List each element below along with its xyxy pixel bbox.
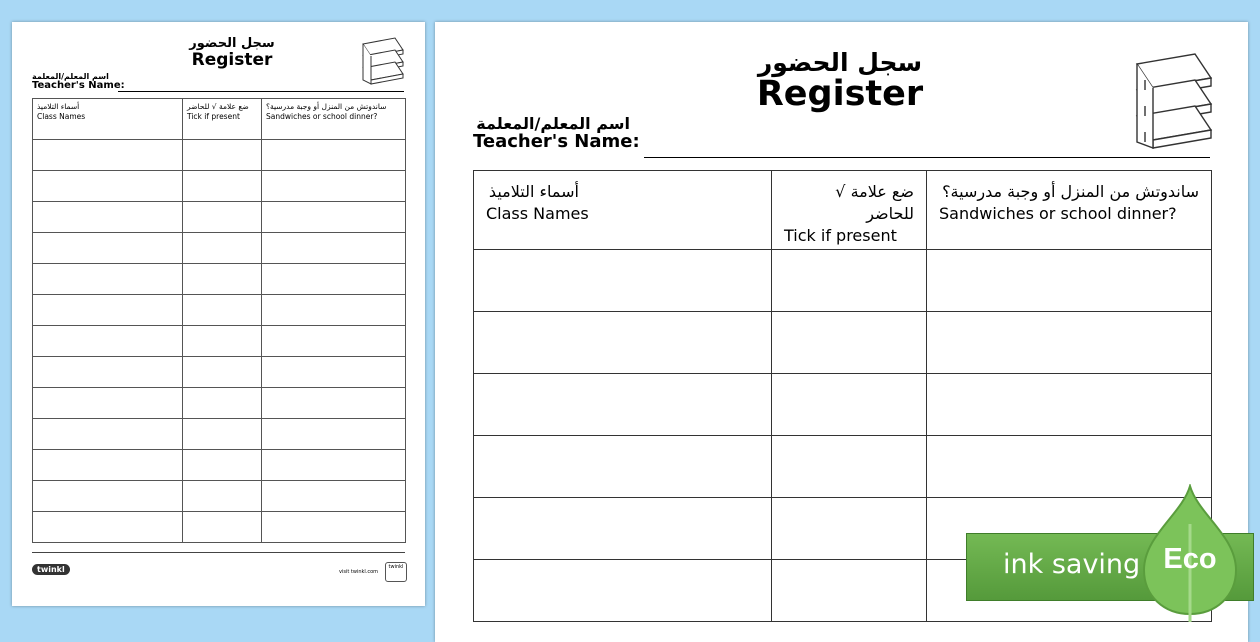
teacher-name-line[interactable] [644,157,1210,158]
teacher-label-english: Teacher's Name: [32,80,125,91]
books-stack-icon [1125,50,1221,158]
column-header-dinner: ساندوتش من المنزل أو وجبة مدرسية؟ Sandwiches or school dinner? [927,171,1212,250]
twinkl-logo: twinkl [32,564,70,575]
column-header-dinner: ساندوتش من المنزل أو وجبة مدرسية؟ Sandwiches or school dinner? [262,99,406,140]
eco-label: Eco [1163,543,1217,575]
table-row [33,450,406,481]
title-arabic: سجل الحضور [189,36,275,51]
table-row [33,481,406,512]
thumbnail-sheet[interactable] [12,22,425,606]
table-row [33,388,406,419]
teacher-label-english: Teacher's Name: [473,131,640,152]
books-stack-icon [357,36,407,90]
column-header-names: أسماء التلاميذ Class Names [474,171,772,250]
table-row [474,436,1212,498]
table-row [33,357,406,388]
teacher-label-arabic: اسم المعلم/المعلمة [32,72,109,81]
column-header-present: ضع علامة √ للحاضر Tick if present [772,171,927,250]
teacher-name-line [118,91,404,92]
title-arabic: سجل الحضور [757,48,923,77]
column-header-present: ضع علامة √ للحاضر Tick if present [183,99,262,140]
title-english: Register [756,74,924,114]
table-row [33,140,406,171]
table-row [474,312,1212,374]
footer-divider [32,552,405,553]
table-row [33,419,406,450]
table-row [33,264,406,295]
table-row [33,295,406,326]
table-row [33,202,406,233]
table-row [33,326,406,357]
table-row [33,512,406,543]
table-row [474,374,1212,436]
title-english: Register [191,50,273,70]
register-table [32,98,406,543]
table-row [33,171,406,202]
column-header-names: أسماء التلاميذ Class Names [33,99,183,140]
teacher-label-arabic: اسم المعلم/المعلمة [476,114,630,133]
visit-link[interactable]: visit twinkl.com [339,569,379,575]
table-header-row [474,171,1212,250]
table-row [33,233,406,264]
twinkl-badge-icon: twinkl [385,562,407,582]
ink-saving-label: ink saving [1003,549,1141,580]
table-row [474,250,1212,312]
table-header-row [33,99,406,140]
